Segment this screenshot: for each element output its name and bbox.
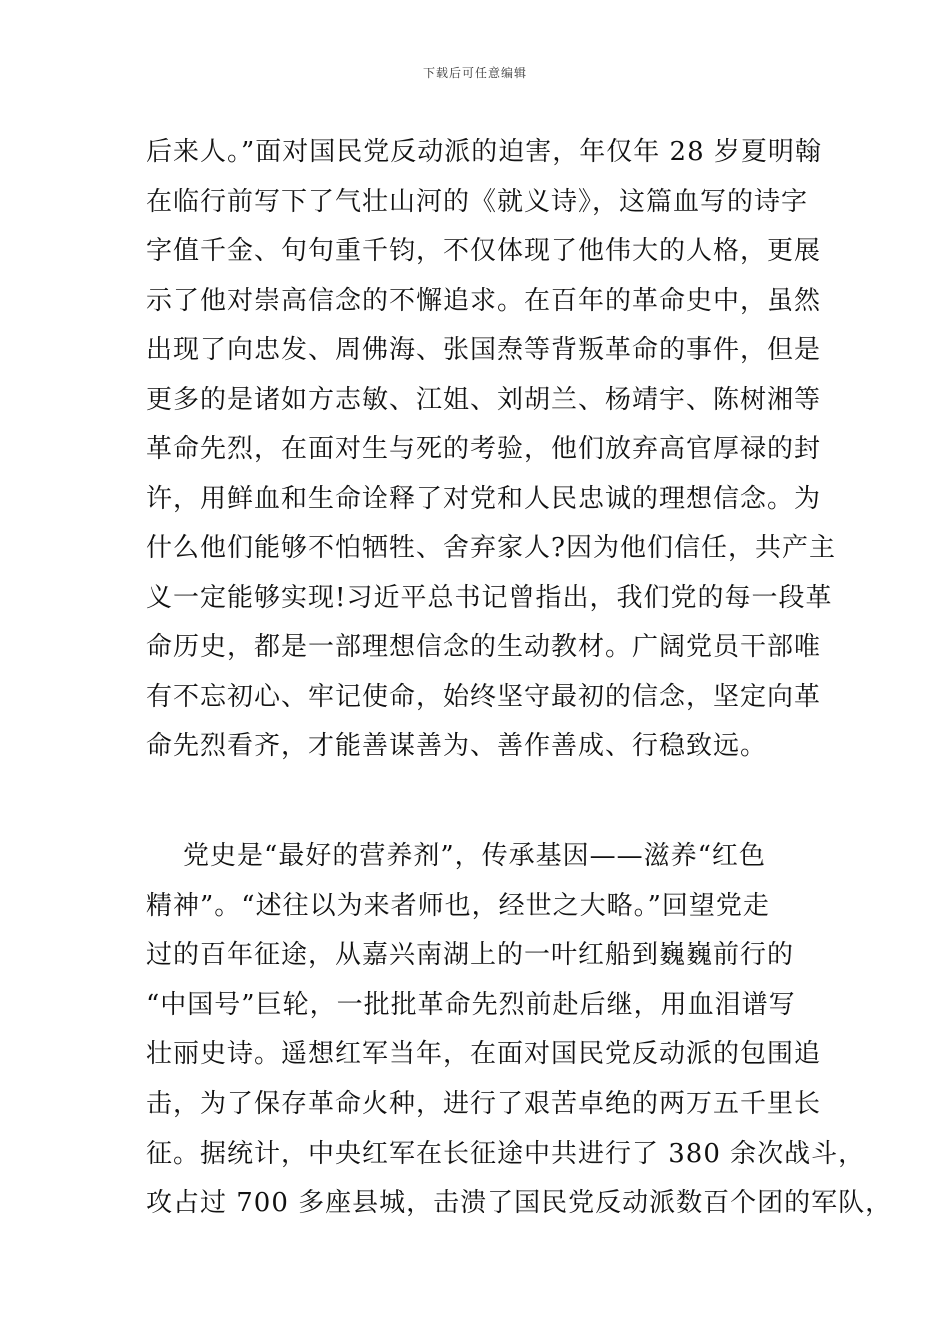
text-line: 后来人。”面对国民党反动派的迫害，年仅年 28 岁夏明翰 bbox=[146, 137, 822, 167]
text-line: 义一定能够实现!习近平总书记曾指出，我们党的每一段革 bbox=[146, 582, 833, 613]
page-header-note: 下载后可任意编辑 bbox=[422, 66, 527, 80]
text-line: “中国号”巨轮，一批批革命先烈前赴后继，用血泪谱写 bbox=[146, 989, 796, 1020]
text-line: 征。据统计，中央红军在长征途中共进行了 380 余次战斗， bbox=[146, 1138, 866, 1169]
paragraph-1 bbox=[146, 128, 836, 772]
text-line: 壮丽史诗。遥想红军当年，在面对国民党反动派的包围追 bbox=[146, 1039, 822, 1070]
text-line: 革命先烈，在面对生与死的考验，他们放弃高官厚禄的封 bbox=[146, 434, 822, 464]
text-line: 在临行前写下了气壮山河的《就义诗》，这篇血写的诗字 bbox=[146, 186, 809, 217]
text-line: 什么他们能够不怕牺牲、舍弃家人?因为他们信任，共产主 bbox=[146, 533, 836, 563]
text-line: 出现了向忠发、周佛海、张国焘等背叛革命的事件，但是 bbox=[146, 335, 822, 365]
text-line: 命历史，都是一部理想信念的生动教材。广阔党员干部唯 bbox=[146, 632, 822, 662]
paragraph-2 bbox=[146, 832, 893, 1229]
text-line: 许，用鲜血和生命诠释了对党和人民忠诚的理想信念。为 bbox=[146, 483, 822, 514]
text-line: 党史是“最好的营养剂”，传承基因——滋养“红色 bbox=[146, 841, 766, 871]
text-line: 击，为了保存革命火种，进行了艰苦卓绝的两万五千里长 bbox=[146, 1088, 822, 1119]
text-line: 有不忘初心、牢记使命，始终坚守最初的信念，坚定向革 bbox=[146, 681, 822, 712]
text-line: 过的百年征途，从嘉兴南湖上的一叶红船到巍巍前行的 bbox=[146, 940, 795, 971]
text-line: 更多的是诸如方志敏、江姐、刘胡兰、杨靖宇、陈树湘等 bbox=[146, 384, 822, 415]
text-line: 精神”。“述往以为来者师也，经世之大略。”回望党走 bbox=[146, 890, 770, 921]
text-line: 示了他对崇高信念的不懈追求。在百年的革命史中，虽然 bbox=[146, 285, 822, 316]
text-line: 攻占过 700 多座县城，击溃了国民党反动派数百个团的军队， bbox=[146, 1188, 893, 1219]
text-line: 字值千金、句句重千钧，不仅体现了他伟大的人格，更展 bbox=[146, 236, 822, 266]
text-line: 命先烈看齐，才能善谋善为、善作善成、行稳致远。 bbox=[146, 731, 768, 761]
